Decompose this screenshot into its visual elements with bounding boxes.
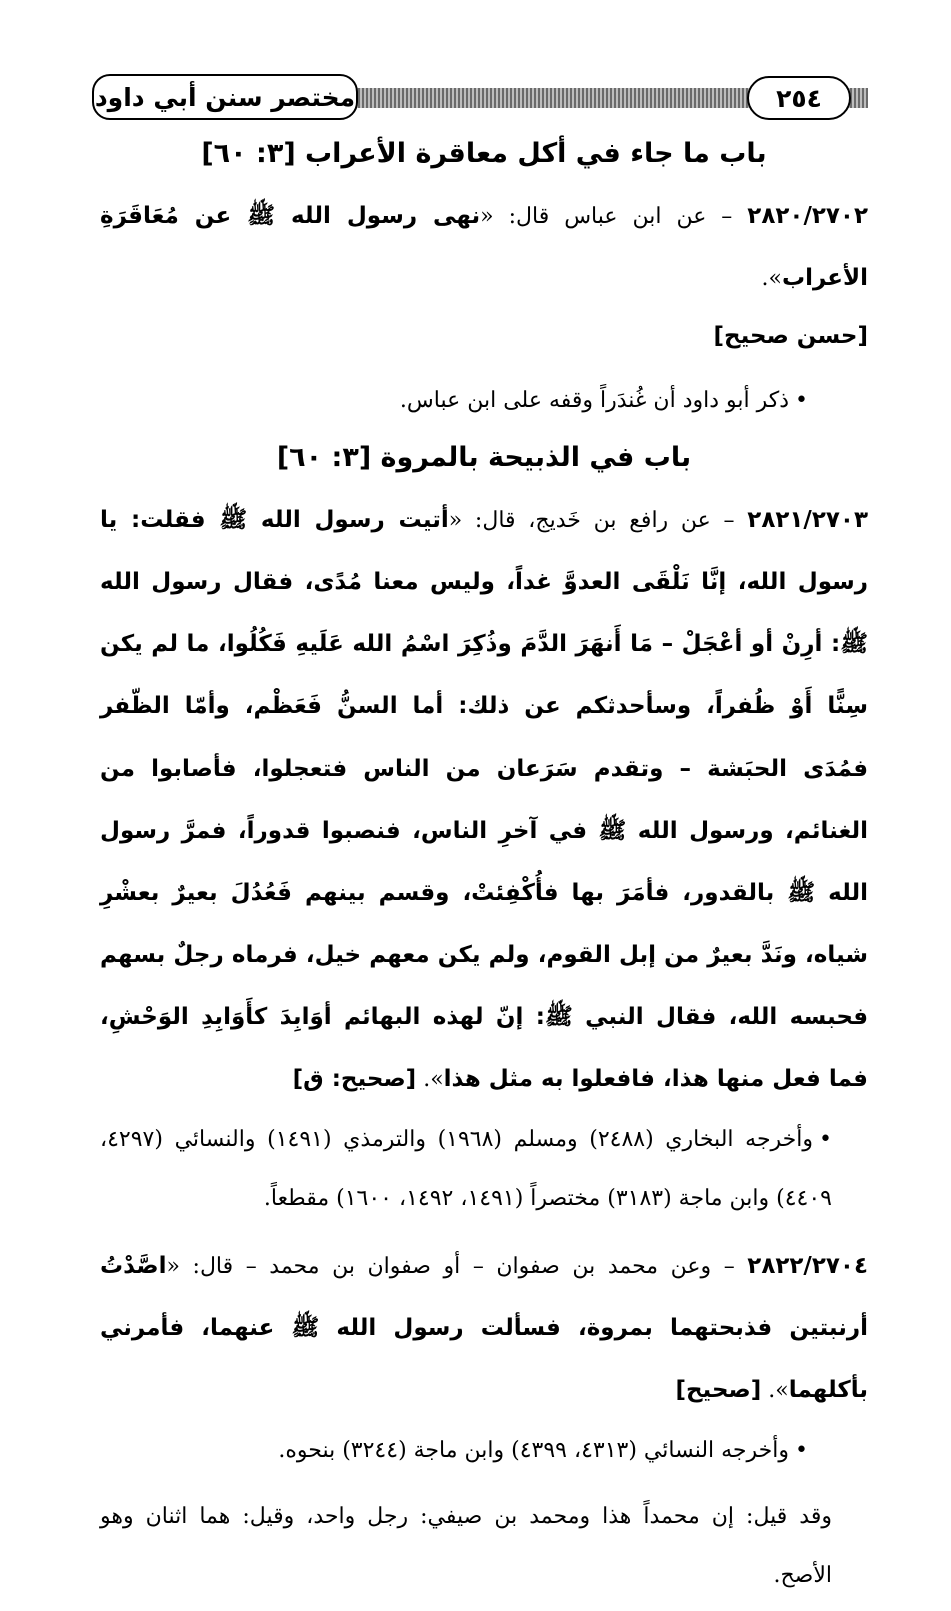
hadith-2-grade: [صحيح: ق]: [292, 1065, 417, 1092]
note-3-text: وأخرجه النسائي (٤٣١٣، ٤٣٩٩) وابن ماجة (٣٢٤٤) بنحوه.: [278, 1438, 790, 1464]
page-header: [92, 70, 868, 126]
hadith-1-intro: – عن ابن عباس قال: «: [480, 204, 748, 230]
page-content: [100, 128, 868, 1611]
page-number: ٢٥٤: [747, 76, 851, 120]
hadith-2-intro: – عن رافع بن خَديج، قال: «: [448, 508, 748, 534]
hadith-1-number: ٢٨٢٠/٢٧٠٢: [747, 203, 869, 230]
hadith-1-grade: [حسن صحيح]: [713, 323, 868, 350]
bullet-icon: •: [795, 1438, 808, 1464]
hadith-2: [100, 489, 868, 1110]
chapter-title-2: باب في الذبيحة بالمروة [٣: ٦٠]: [276, 441, 692, 473]
hadith-2-closing: ».: [416, 1066, 444, 1092]
hadith-1: [100, 185, 868, 309]
note-3: [100, 1421, 868, 1480]
hadith-1-closing: ».: [761, 266, 782, 292]
hadith-3-intro: – وعن محمد بن صفوان – أو صفوان بن محمد – قال: «: [166, 1253, 748, 1279]
note-2-text: وأخرجه البخاري (٢٤٨٨) ومسلم (١٩٦٨) والترمذي (١٤٩١) والنسائي (٤٢٩٧، ٤٤٠٩) وابن ماجة (٣١٨٣) مختصراً (١٤٩١، ١٤٩٢، ١٦٠٠) مقطعاً.: [100, 1127, 832, 1212]
hadith-3-grade: [صحيح]: [675, 1377, 762, 1404]
note-4: وقد قيل: إن محمداً هذا ومحمد بن صيفي: رجل واحد، وقيل: هما اثنان وهو الأصح.: [100, 1503, 832, 1588]
hadith-2-number: ٢٨٢١/٢٧٠٣: [747, 507, 868, 534]
chapter-title-1: باب ما جاء في أكل معاقرة الأعراب [٣: ٦٠]: [201, 138, 767, 169]
note-1: [100, 371, 868, 430]
hadith-3-text: اصَّدْتُ أرنبتين فذبحتهما بمروة، فسألت رسول الله ﷺ عنهما، فأمرني بأكلهما: [100, 1252, 868, 1404]
bullet-icon: •: [795, 387, 808, 413]
hadith-3-closing: ».: [761, 1378, 789, 1404]
hadith-1-text: نهى رسول الله ﷺ عن مُعَاقَرَةِ الأعراب: [100, 203, 868, 292]
book-title: مختصر سنن أبي داود: [92, 74, 358, 120]
hadith-2-text: أتيت رسول الله ﷺ فقلت: يا رسول الله، إنَّا نَلْقَى العدوَّ غداً، وليس معنا مُدًى، فقال رسول الله ﷺ: أرِنْ أو أعْجَلْ – مَا أَنهَرَ الدَّمَ وذُكِرَ اسْمُ الله عَلَيهِ فَكُلُوا، ما لم يكن سِنًّا أَوْ ظُفراً، وسأحدثكم عن ذلك: أما السنُّ فَعَظْم، وأمّا الظّفر فمُدَى الحبَشة – وتقدم سَرَعان من الناس فتعجلوا، فأصابوا من الغنائم، ورسول الله ﷺ في آخرِ الناس، فنصبوا قدوراً، فمرَّ رسول الله ﷺ بالقدور، فأمَرَ بها فأُكْفِئتْ، وقسم بينهم فَعُدُلَ بعيرٌ بعشْرِ شياه، ونَدَّ بعيرٌ من إبل القوم، ولم يكن معهم خيل، فرماه رجلٌ بسهم فحبسه الله، فقال النبي ﷺ: إنّ لهذه البهائم أوَابِدَ كأَوَابِدِ الوَحْشِ، فما فعل منها هذا، فافعلوا به مثل هذا: [100, 507, 868, 1092]
hadith-3-number: ٢٨٢٢/٢٧٠٤: [747, 1252, 868, 1279]
note-2: [100, 1110, 868, 1229]
hadith-3: [100, 1235, 868, 1421]
note-1-text: ذكر أبو داود أن غُندَراً وقفه على ابن عباس.: [399, 387, 790, 413]
bullet-icon: •: [819, 1127, 832, 1153]
